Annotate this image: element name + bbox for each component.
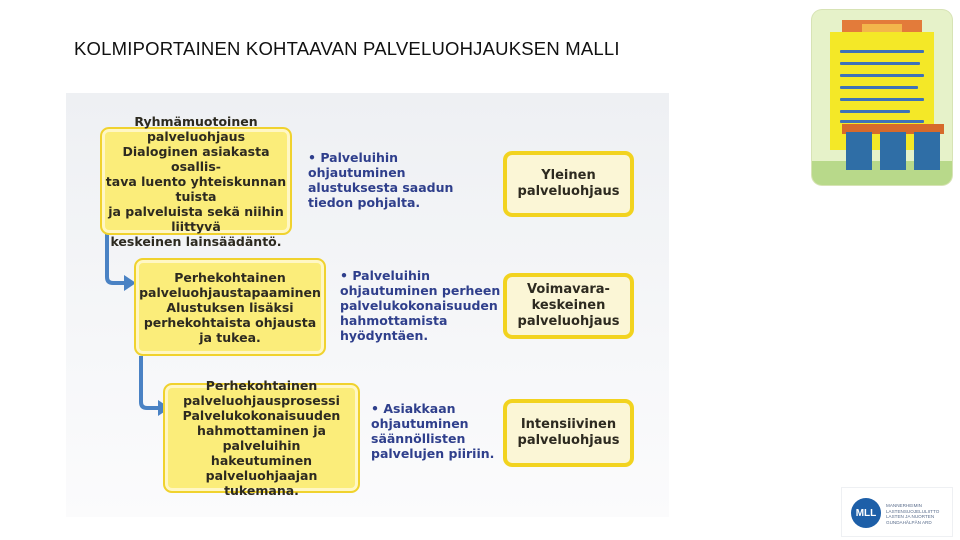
card-description: Alustuksen lisäksi perhekohtaista ohjausta ja tukea. [143, 299, 317, 345]
illustration-header [862, 24, 902, 32]
mll-logo [842, 488, 952, 536]
illustration-line [840, 62, 920, 65]
card-description: Palvelukokonaisuuden hahmottaminen ja palveluihin hakeutuminen palveluohjaajan tukemana. [182, 408, 341, 498]
card-title: Perhekohtainen palveluohjausprosessi [183, 378, 340, 408]
card-title: Perhekohtainen palveluohjaustapaaminen [139, 269, 321, 300]
illustration-house [914, 132, 940, 170]
illustration-line [840, 86, 918, 89]
slide-title: KOLMIPORTAINEN KOHTAAVAN PALVELUOHJAUKSEN MALLI [74, 38, 620, 59]
general-guidance-card: Yleinen palveluohjaus [503, 151, 634, 217]
card-title: Ryhmämuotoinen palveluohjaus [134, 113, 258, 144]
family-meeting-card [134, 258, 326, 356]
resource-guidance-card: Voimavara- keskeinen palveluohjaus [503, 273, 634, 339]
bullet-text-2: • Palveluihin ohjautuminen perheen palvelukokonaisuuden hahmottamista hyödyntäen. [340, 268, 501, 343]
model-diagram [66, 93, 669, 517]
intensive-guidance-card: Intensiivinen palveluohjaus [503, 399, 634, 467]
family-process-card [163, 378, 360, 498]
illustration-line [840, 74, 924, 77]
illustration-line [840, 98, 924, 101]
group-guidance-card [100, 113, 292, 249]
illustration-line [840, 110, 910, 113]
illustration-line [840, 50, 924, 53]
mll-logo-text: MANNERHEIMIN LASTENSUOJELULIITTO LASTEN JA NUORTEN GUNDAHÄLPÄN ARD [886, 503, 940, 525]
illustration-house [880, 132, 906, 170]
bullet-text-1: • Palveluihin ohjautuminen alustuksesta saadun tiedon pohjalta. [308, 150, 454, 210]
bullet-text-3: • Asiakkaan ohjautuminen säännöllisten palvelujen piiriin. [371, 401, 495, 461]
card-description: Dialoginen asiakasta osallis- tava luento yhteiskunnan tuista ja palveluista sekä niihin liittyvä keskeinen lainsäädäntö. [105, 143, 287, 249]
building-illustration-thumbnail [812, 10, 952, 185]
illustration-line [840, 120, 924, 123]
mll-logo-mark: MLL [851, 498, 881, 528]
illustration-house [846, 132, 872, 170]
